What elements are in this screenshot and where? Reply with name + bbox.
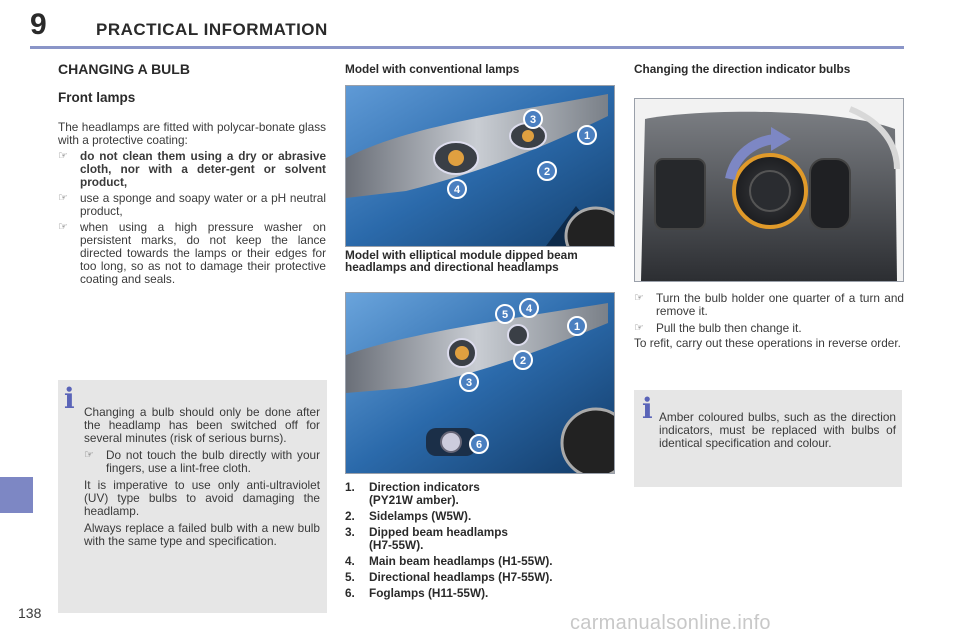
pointing-hand-icon: ☞ [58,192,68,204]
pointing-hand-icon: ☞ [634,292,644,304]
info-box-safety [58,380,327,613]
care-bullet-text: when using a high pressure washer on persistent marks, do not keep the lance directed towards the lamps or their edges for too long, so as not to damage their protective coating and seals. [80,220,326,286]
info-bullet-text: Do not touch the bulb directly with your fingers, use a lint-free cloth. [106,448,320,475]
info-icon: i [642,392,653,425]
section-title: CHANGING A BULB [58,61,190,77]
bulb-key-item [345,481,625,507]
bulb-key-number: 6. [345,586,355,600]
info-paragraph: It is imperative to use only anti-ultraviolet (UV) type bulbs to avoid damaging the headlamp. [84,478,320,518]
care-bullet-list [58,150,326,289]
callout-5 [494,303,516,330]
watermark: carmanualsonline.info [570,612,771,634]
bulb-key-name: Directional headlamps (H7-55W). [369,570,553,584]
info-bullet [84,449,320,475]
elliptical-model-title: Model with elliptical module dipped beam headlamps and directional headlamps [345,248,578,274]
bulb-key-number: 2. [345,509,355,523]
pointing-hand-icon: ☞ [634,322,644,334]
care-bullet-item [58,150,326,189]
indicator-bulb-holder-photo [634,98,904,282]
callout-4 [446,178,468,205]
callout-label: 2 [543,166,551,178]
intro-text: The headlamps are fitted with polycar-bonate glass with a protective coating: [58,120,326,147]
bulb-key-name: Dipped beam headlamps [369,525,508,539]
bulb-key-spec: (PY21W amber). [369,493,459,507]
callout-label: 3 [465,377,473,389]
bulb-key-spec: (H7-55W). [369,538,424,552]
header-rule [30,46,904,49]
pointing-hand-icon: ☞ [58,221,68,233]
conventional-headlamp-photo [345,85,615,247]
chapter-side-tab [0,477,33,513]
indicator-step-text: Turn the bulb holder one quarter of a turn and remove it. [656,291,904,318]
bulb-key-name: Sidelamps (W5W). [369,509,472,523]
care-bullet-item [58,192,326,218]
bulb-key-name: Main beam headlamps (H1-55W). [369,554,553,568]
callout-label: 4 [525,303,533,315]
chapter-number: 9 [30,8,47,41]
bulb-key-item [345,587,625,600]
bulb-key-number: 5. [345,570,355,584]
callout-1 [566,315,588,342]
info-paragraph: Changing a bulb should only be done after the headlamp has been switched off for several minutes (risk of serious burns). [84,405,320,445]
conventional-model-title: Model with conventional lamps [345,62,520,76]
pointing-hand-icon: ☞ [84,449,94,461]
callout-label: 6 [475,439,483,451]
bulb-key-name: Direction indicators [369,480,480,494]
care-bullet-item [58,221,326,286]
callout-3 [458,371,480,398]
page-number: 138 [18,605,42,621]
bulb-key-list [345,481,625,603]
bulb-key-number: 1. [345,480,355,494]
subsection-title: Front lamps [58,90,136,105]
info-box-content [84,406,320,552]
callout-2 [536,160,558,187]
callout-3 [522,108,544,135]
callout-label: 1 [573,321,581,333]
info-box-amber-text: Amber coloured bulbs, such as the direction indicators, must be replaced with bulbs of identical specification and colour. [659,410,896,450]
info-icon: i [64,382,75,415]
bulb-key-name: Foglamps (H11-55W). [369,586,489,600]
chapter-title: PRACTICAL INFORMATION [96,20,328,39]
bulb-key-item [345,555,625,568]
care-bullet-text: do not clean them using a dry or abrasive cloth, nor with a deter-gent or solvent product, [80,149,326,189]
callout-6 [468,433,490,460]
bulb-key-number: 4. [345,554,355,568]
indicator-step [634,292,904,318]
callout-label: 3 [529,114,537,126]
callout-label: 1 [583,130,591,142]
bulb-key-number: 3. [345,525,355,539]
callout-4 [518,297,540,324]
care-bullet-text: use a sponge and soapy water or a pH neutral product, [80,191,326,218]
bulb-key-item [345,526,625,552]
info-paragraph: Always replace a failed bulb with a new bulb with the same type and specification. [84,521,320,548]
info-box-amber [634,390,902,487]
direction-indicator-title: Changing the direction indicator bulbs [634,62,851,76]
indicator-step-text: Pull the bulb then change it. [656,321,802,335]
indicator-steps-list [634,292,904,339]
elliptical-headlamp-photo [345,292,615,474]
callout-label: 5 [501,309,509,321]
refit-text: To refit, carry out these operations in reverse order. [634,336,901,350]
bulb-key-item [345,571,625,584]
callout-1 [576,124,598,151]
bulb-key-item [345,510,625,523]
pointing-hand-icon: ☞ [58,150,68,162]
indicator-step [634,322,904,335]
callout-label: 4 [453,184,461,196]
callout-label: 2 [519,355,527,367]
callout-2 [512,349,534,376]
